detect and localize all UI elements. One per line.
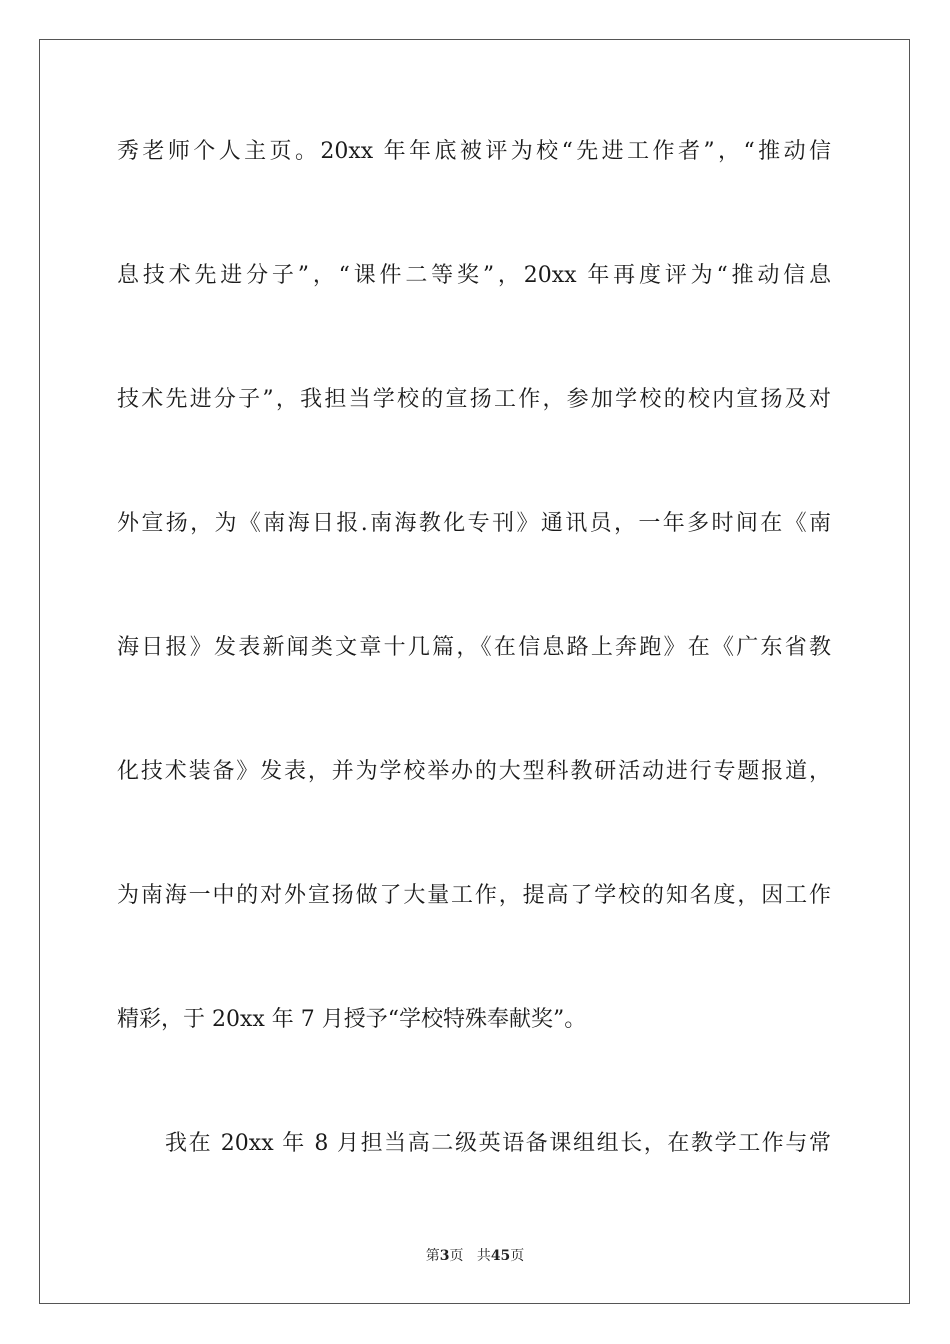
page-label-prefix: 第 [425, 1248, 440, 1264]
page-number: 3 [439, 1248, 450, 1264]
total-label-suffix: 页 [510, 1248, 525, 1264]
body-text-line-8: 精彩，于 20xx 年 7 月授予“学校特殊奉献奖”。 [117, 1007, 587, 1032]
body-text-line-1: 秀老师个人主页。20xx 年年底被评为校“先进工作者”，“推动信 [117, 139, 831, 164]
body-text-line-4: 外宣扬，为《南海日报.南海教化专刊》通讯员，一年多时间在《南 [117, 511, 831, 536]
page-label-suffix: 页 [449, 1248, 464, 1264]
body-text-line-9: 我在 20xx 年 8 月担当高二级英语备课组组长，在教学工作与常 [165, 1131, 831, 1156]
total-pages: 45 [490, 1248, 511, 1264]
page-border [39, 39, 910, 1304]
page-footer [0, 1246, 950, 1266]
body-text-line-6: 化技术装备》发表，并为学校举办的大型科教研活动进行专题报道， [117, 759, 831, 784]
body-text-line-3: 技术先进分子”，我担当学校的宣扬工作，参加学校的校内宣扬及对 [117, 387, 831, 412]
body-text-line-7: 为南海一中的对外宣扬做了大量工作，提高了学校的知名度，因工作 [117, 883, 831, 908]
body-text-line-5: 海日报》发表新闻类文章十几篇，《在信息路上奔跑》在《广东省教 [117, 635, 831, 660]
body-text-line-2: 息技术先进分子”，“课件二等奖”，20xx 年再度评为“推动信息 [117, 263, 831, 288]
total-label-prefix: 共 [476, 1248, 491, 1264]
